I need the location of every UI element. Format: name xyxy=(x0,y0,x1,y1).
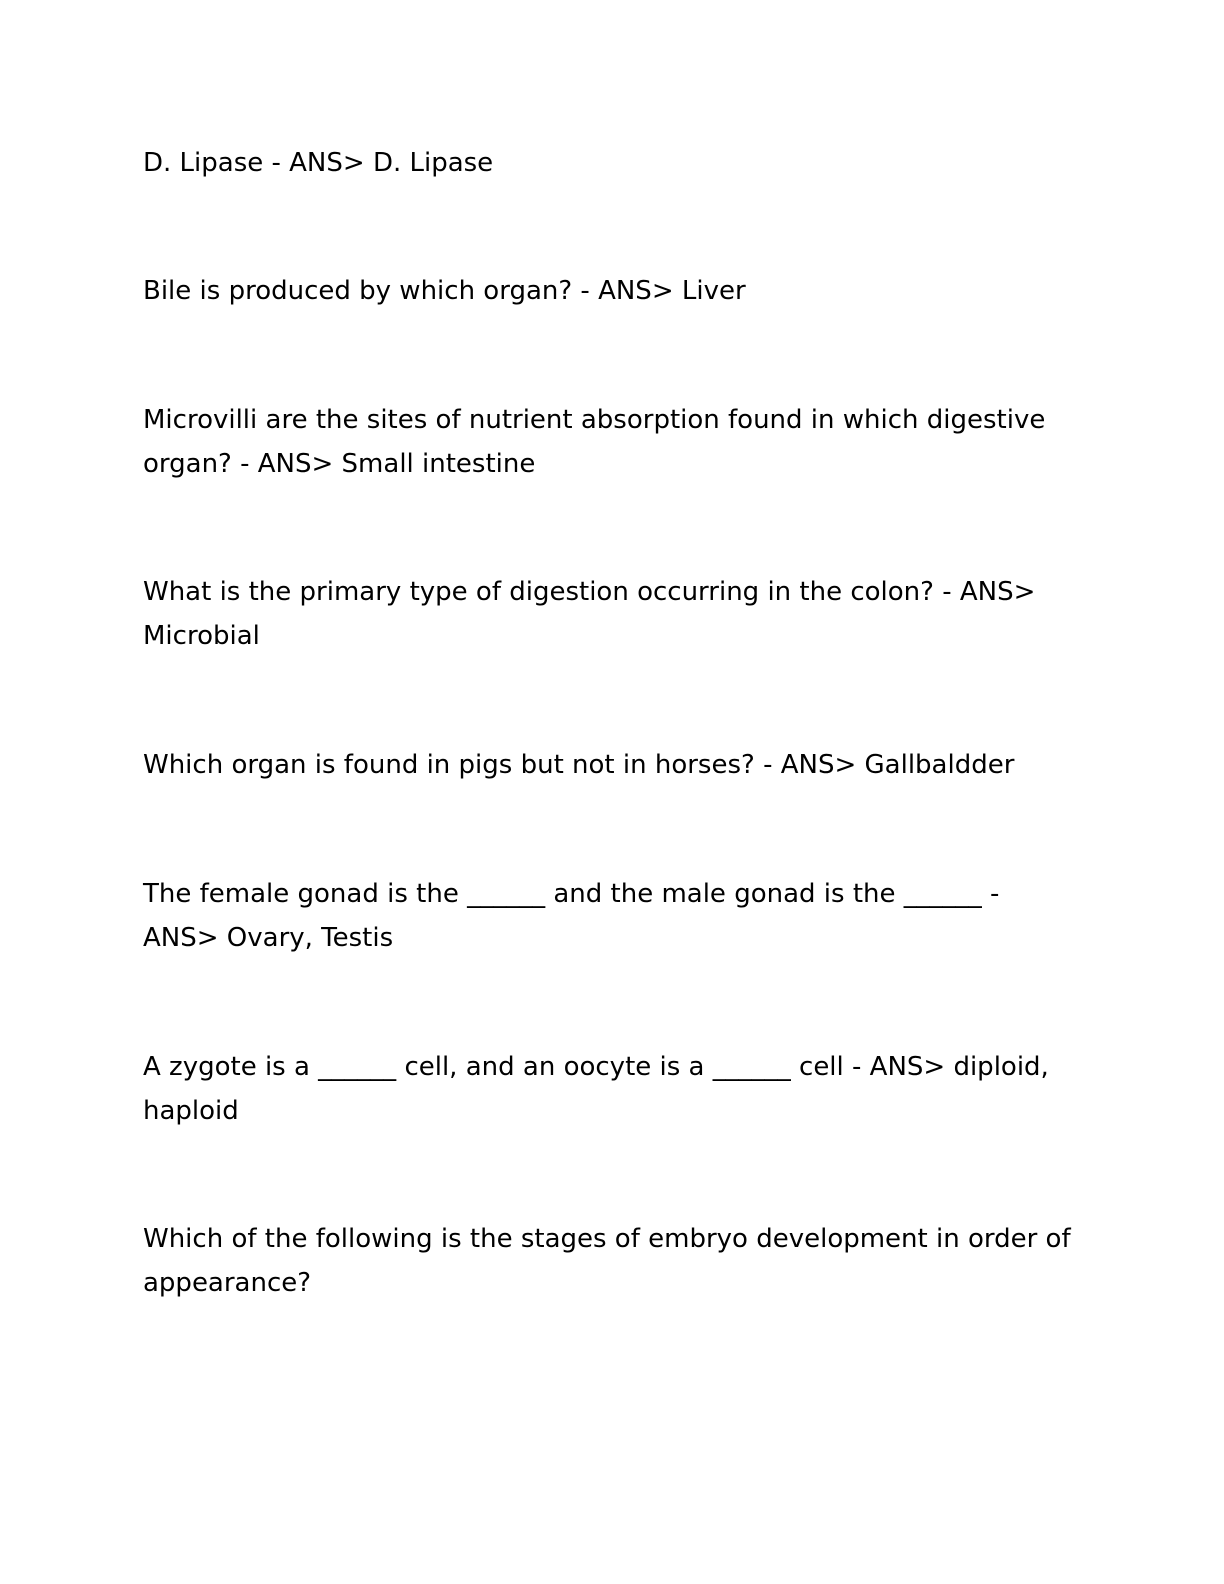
paragraph-bile-question: Bile is produced by which organ? - ANS> Liver xyxy=(143,276,746,306)
paragraph-pigs-horses-question: Which organ is found in pigs but not in horses? - ANS> Gallbaldder xyxy=(143,750,1015,780)
paragraph-colon-question: What is the primary type of digestion occurring in the colon? - ANS> Microbial xyxy=(143,577,1036,651)
paragraph-gonad-question: The female gonad is the ______ and the male gonad is the ______ - ANS> Ovary, Testis xyxy=(143,879,1000,953)
paragraph-lipase-answer: D. Lipase - ANS> D. Lipase xyxy=(143,148,494,178)
paragraph-zygote-question: A zygote is a ______ cell, and an oocyte is a ______ cell - ANS> diploid, haploid xyxy=(143,1052,1049,1126)
paragraph-microvilli-question: Microvilli are the sites of nutrient absorption found in which digestive organ? - ANS> Small intestine xyxy=(143,405,1046,479)
paragraph-embryo-question: Which of the following is the stages of embryo development in order of appearance? xyxy=(143,1224,1071,1298)
